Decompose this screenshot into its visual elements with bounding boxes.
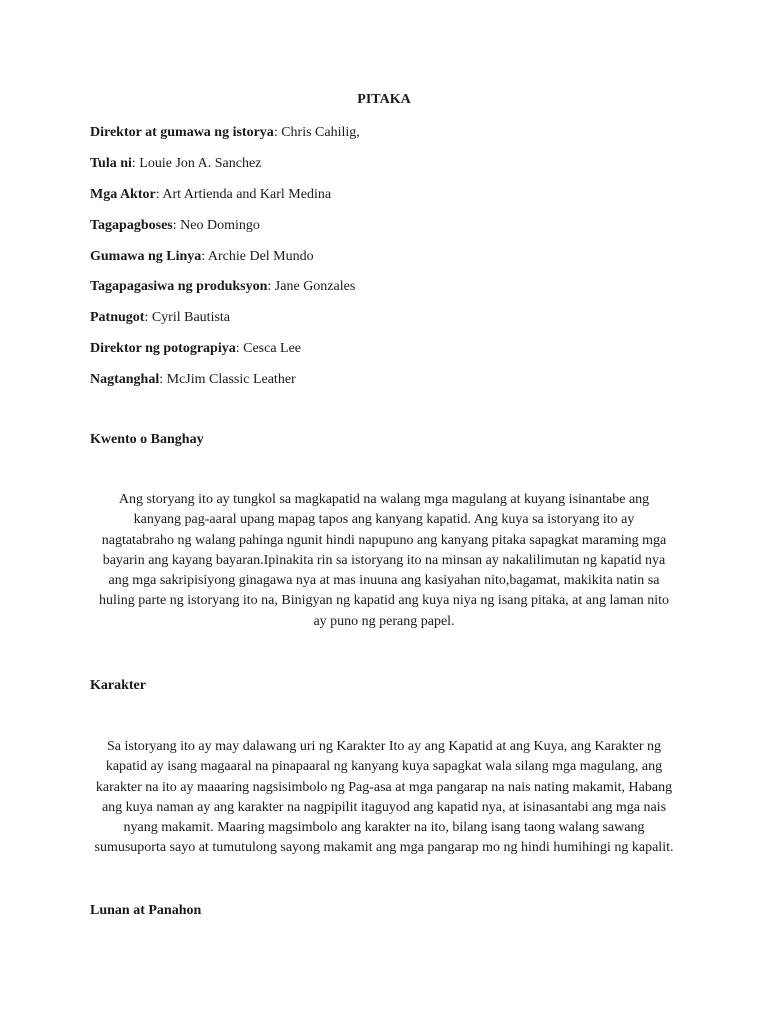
credits-list [90,122,690,400]
section-heading-karakter: Karakter [90,678,146,693]
credit-line [90,246,690,277]
paragraph-line: nagtatabraho ng walang pahinga ngunit hindi napupuno ang kanyang pitaka sapagkat maraming mga [101,532,667,548]
paragraph-line: ang kuya naman ay ang karakter na nagpipilit itaguyod ang kapatid nya, at isinasantabi ang mga nais [101,799,667,815]
credit-label: Tagapagboses [90,217,173,233]
section-heading-lunan: Lunan at Panahon [90,903,202,918]
credit-label: Patnugot [90,310,145,326]
credit-line [90,122,690,153]
paragraph-line: karakter na ito ay maaaring nagsisimbolo ng Pag-asa at mga pangarap na nais nating makamit, Habang [95,779,673,795]
credit-line [90,153,690,184]
section-heading-kwento: Kwento o Banghay [90,432,204,447]
credit-value: : Chris Cahilig, [273,125,360,140]
credit-line [90,338,690,369]
credit-value: : Cyril Bautista [144,310,231,326]
paragraph-line: kanyang pag-aaral upang mapag tapos ang kanyang kapatid. Ang kuya sa istoryang ito ay [133,512,635,528]
paragraph-line: nyang makamit. Maaring magsimbolo ang karakter na ito, bilang isang taong walang sawang [123,820,645,836]
kwento-paragraph [90,490,678,632]
credit-line [90,184,690,215]
credit-value: : Art Artienda and Karl Medina [155,186,332,202]
paragraph-line: bayarin ang kayang bayaran.Ipinakita rin sa istoryang ito na minsan ay nakalilimutan ng kapatid nya [102,552,666,568]
paragraph-line: Sa istoryang ito ay may dalawang uri ng Karakter Ito ay ang Kapatid at ang Kuya, ang Karakter ng [107,739,661,754]
credit-line [90,276,690,307]
credit-value: : Neo Domingo [172,217,260,233]
paragraph-line: ay puno ng perang papel. [313,613,455,629]
credit-value: : Jane Gonzales [267,279,356,295]
document-title: PITAKA [357,92,411,107]
paragraph-line: ang mga sakripisiyong ginagawa nya at mas inuuna ang kasiyahan nito,bagamat, makikita natin sa [108,573,660,589]
paragraph-line: Ang storyang ito ay tungkol sa magkapatid na walang mga magulang at kuyang isinantabe ang [118,492,650,507]
credit-value: : Cesca Lee [235,341,302,357]
credit-line [90,307,690,338]
credit-line [90,369,690,400]
credit-label: Nagtanghal [90,372,160,388]
credit-value: : Louie Jon A. Sanchez [131,155,262,171]
credit-label: Direktor ng potograpiya [90,341,236,357]
paragraph-line: sumusuporta sayo at tumutulong sayong makamit ang mga pangarap mo ng hindi humihingi ng kapalit. [94,840,674,856]
paragraph-line: kapatid ay isang magaaral na pinapaaral ng kanyang kuya sapagkat wala silang mga magulang, ang [105,759,663,775]
credit-label: Gumawa ng Linya [90,248,202,264]
credit-label: Direktor at gumawa ng istorya [90,125,274,140]
credit-label: Tula ni [90,155,132,171]
credit-value: : McJim Classic Leather [159,372,296,388]
credit-value: : Archie Del Mundo [201,248,314,264]
karakter-paragraph [90,737,678,859]
credit-label: Mga Aktor [90,186,156,202]
credit-label: Tagapagasiwa ng produksyon [90,279,268,295]
credit-line [90,215,690,246]
paragraph-line: huling parte ng istoryang ito na, Binigyan ng kapatid ang kuya niya ng isang pitaka, at ang laman nito [99,593,669,609]
